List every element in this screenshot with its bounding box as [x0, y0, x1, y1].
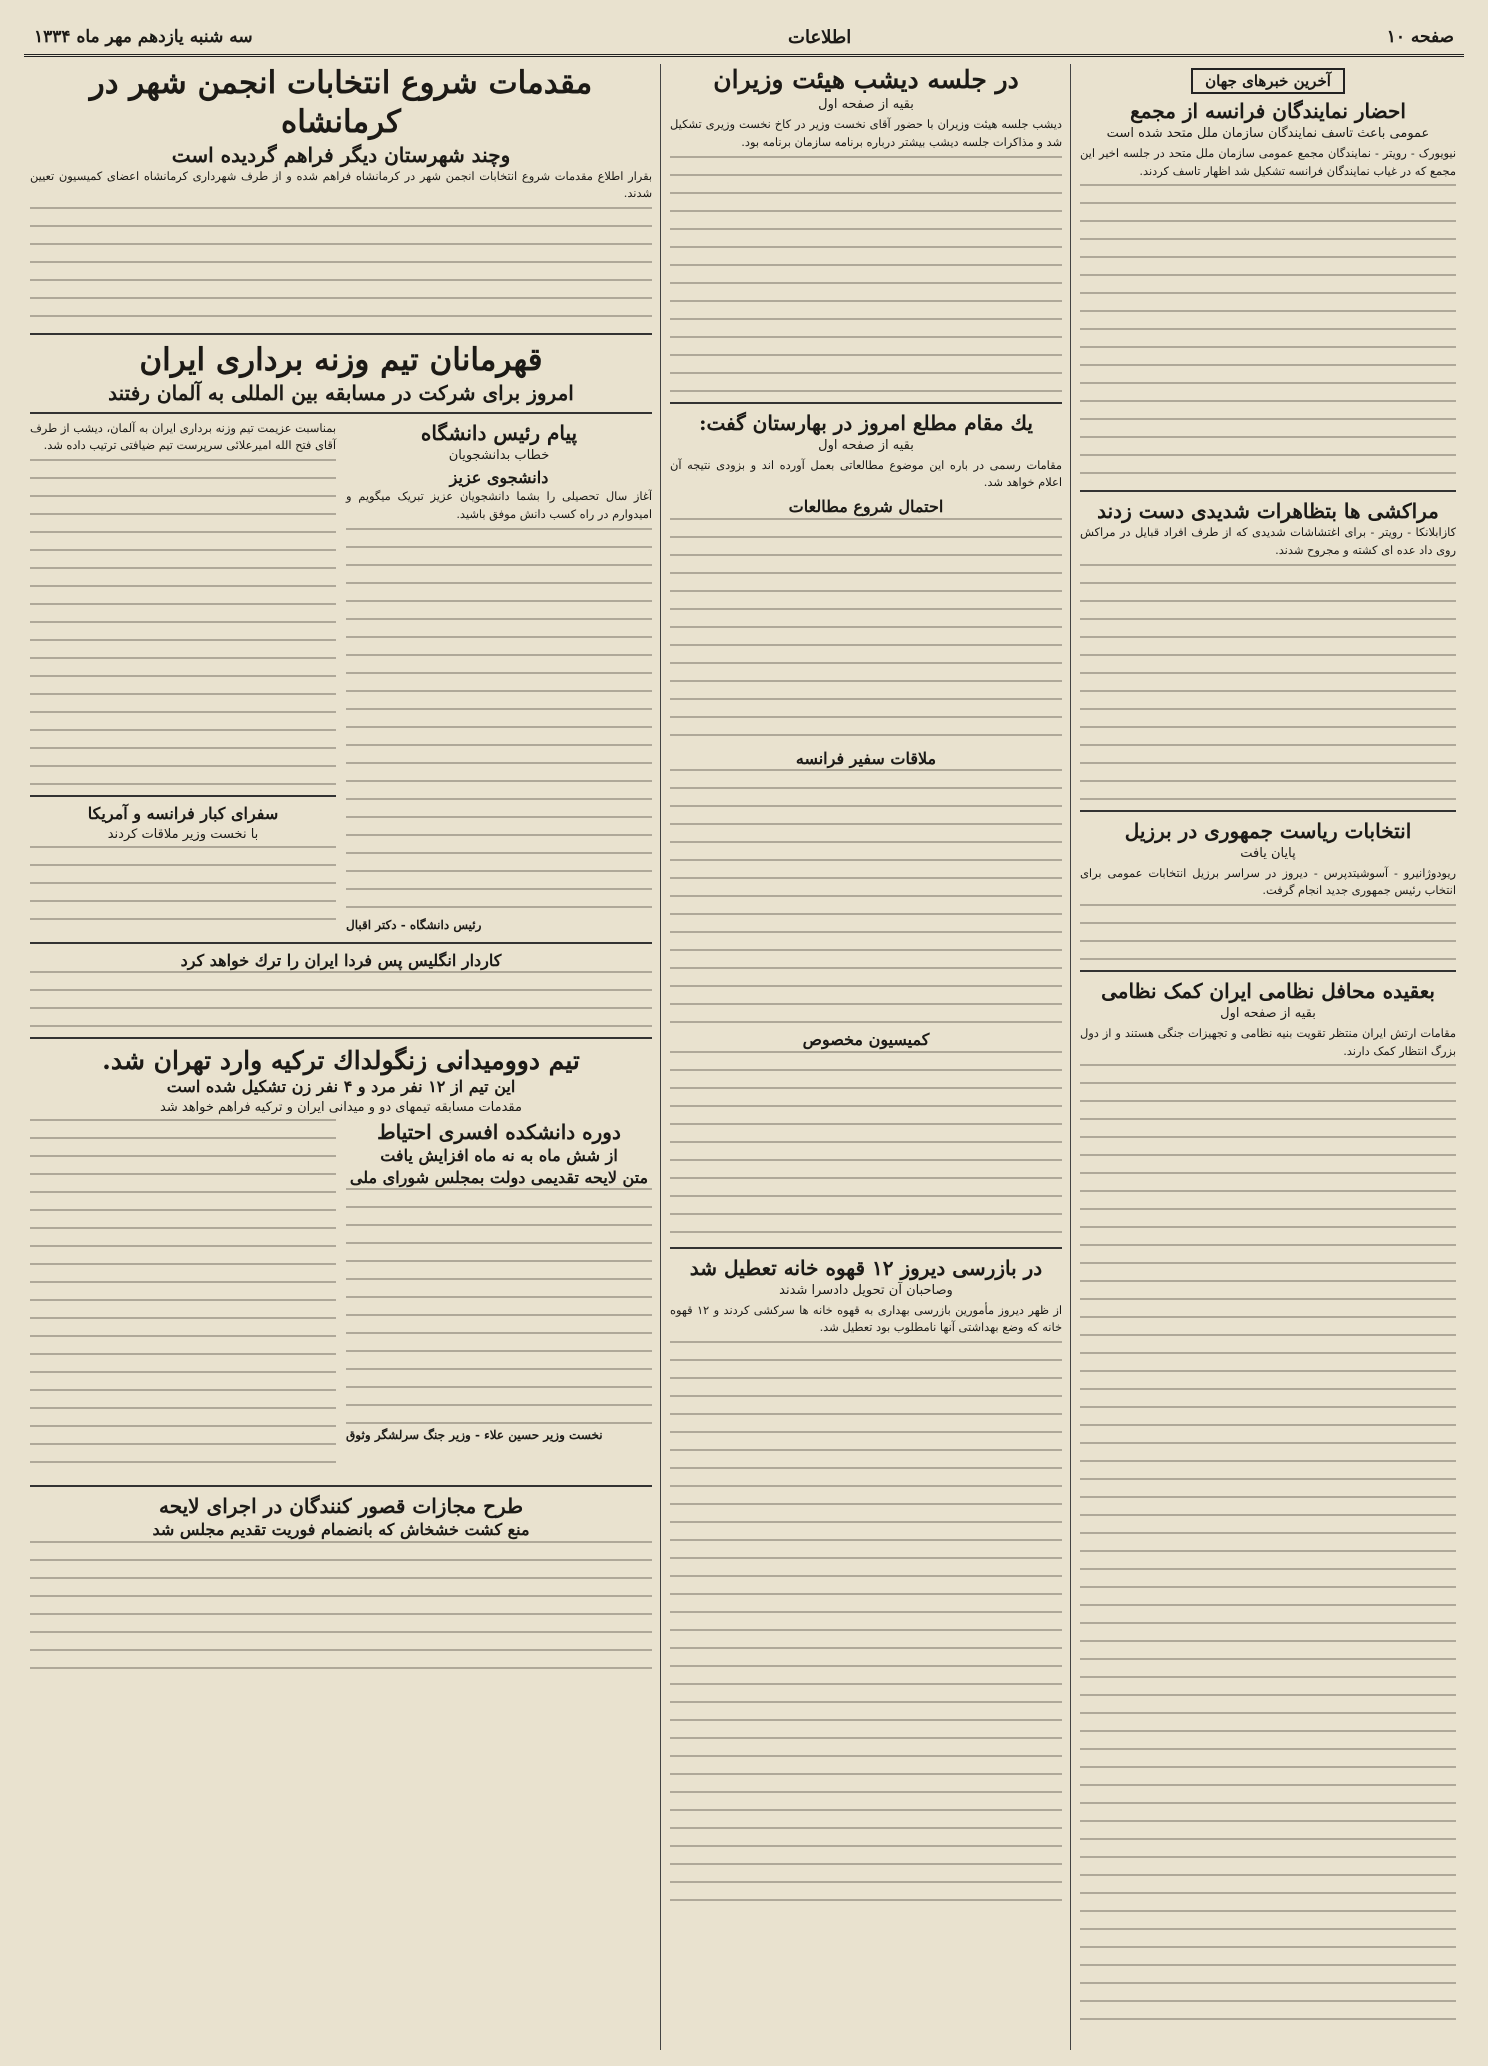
article-text-block: [670, 1051, 1062, 1241]
article-text-block: [346, 528, 652, 918]
body-france-un: نیویورک - رویتر - نمایندگان مجمع عمومی سازمان ملل متحد در جلسه اخیر این مجمع که در غیاب نمایندگان فرانسه تشکیل شد اظهار تاسف کردند.: [1080, 146, 1456, 178]
subhead-teahouses: وصاحبان آن تحویل دادسرا شدند: [779, 1282, 953, 1298]
body-university: آغاز سال تحصیلی را بشما دانشجویان عزیز تبریک میگویم و امیدوارم در راه کسب دانش موفق باشید.: [346, 489, 652, 521]
headline-university: پیام رئیس دانشگاه: [420, 420, 578, 445]
subhead-weightlifting: امروز برای شرکت در مسابقه بین المللی به آلمان رفتند: [108, 380, 574, 405]
headline-brazil: انتخابات ریاست جمهوری در برزیل: [1124, 818, 1412, 843]
paper-name: اطلاعات: [788, 26, 852, 48]
subheading-bill-text: متن لایحه تقدیمی دولت بمجلس شورای ملی: [349, 1167, 649, 1187]
subhead-cabinet: بقیه از صفحه اول: [818, 97, 914, 113]
article-text-block: [1080, 564, 1456, 804]
headline-officer-school: دوره دانشکده افسری احتیاط: [377, 1119, 621, 1144]
article-text-block: [670, 156, 1062, 396]
body-weightlifting: بمناسبت عزیمت تیم وزنه برداری ایران به آلمان، دیشب از طرف آقای فتح الله امیرعلائی سرپرست تیم ضیافتی ترتیب داده شد.: [30, 420, 336, 453]
subhead-kermanshah: وچند شهرستان دیگر فراهم گردیده است: [171, 142, 511, 167]
article-text-block: [346, 1188, 652, 1428]
subhead-brazil: پایان یافت: [1240, 845, 1296, 861]
article-text-block: [670, 769, 1062, 1029]
subheading-commission: کمیسیون مخصوص: [802, 1030, 930, 1050]
body-brazil: ریودوژانیرو - آسوشیتدپرس - دیروز در سراسر برزیل انتخابات عمومی برای انتخاب رئیس جمهوری جدید انجام گرفت.: [1080, 865, 1456, 898]
headline-ambassadors: سفرای کبار فرانسه و آمریکا: [87, 803, 279, 823]
subhead-turkish-team: این تیم از ۱۲ نفر مرد و ۴ نفر زن تشكیل شده است: [166, 1077, 516, 1097]
right-column: [1080, 64, 1456, 2050]
headline-british-charge: کاردار انگلیس پس فردا ایران را ترك خواهد كرد: [180, 950, 502, 970]
headline-kermanshah: مقدمات شروع انتخابات انجمن شهر در کرمانشاه: [89, 65, 593, 140]
university-signature: رئیس دانشگاه - دکتر اقبال: [346, 917, 482, 932]
article-text-block: [1080, 1064, 1456, 2024]
subhead-baharestan: بقیه از صفحه اول: [818, 437, 914, 453]
issue-date: سه شنبه یازدهم مهر ماه ۱۳۳۴: [34, 27, 253, 47]
subhead-officer-school: از شش ماه به نه ماه افزایش یافت: [380, 1145, 618, 1165]
body-cabinet: دیشب جلسه هیئت وزیران با حضور آقای نخست وزیر در کاخ نخست وزیری تشکیل شد و مذاکرات جلسه دیشب بیشتر درباره برنامه سازمان برنامه بود.: [670, 117, 1062, 149]
subhead-opium-bill: منع کشت خشخاش که بانضمام فوریت تقدیم مجلس شد: [152, 1519, 530, 1539]
subheading-dear-student: دانشجوی عزیز: [449, 467, 549, 487]
body-baharestan: مقامات رسمی در باره این موضوع مطالعاتی بعمل آورده اند و بزودی نتیجه آن اعلام خواهد شد.: [670, 457, 1062, 490]
subheading-studies: احتمال شروع مطالعات: [788, 496, 944, 516]
article-text-block: [670, 518, 1062, 748]
page-label: صفحه ۱۰: [1386, 27, 1454, 47]
subhead-france-un: عمومی باعث تاسف نمایندگان سازمان ملل متحد شده است: [1106, 126, 1430, 141]
left-column: [30, 64, 652, 2050]
bill-signature: نخست وزیر حسین علاء - وزیر جنگ سرلشگر وثوق: [346, 1428, 603, 1443]
subhead-ambassadors: با نخست وزیر ملاقات کردند: [107, 826, 259, 842]
middle-column: [670, 64, 1062, 2050]
article-text-block: [30, 1119, 336, 1479]
headline-military-aid: بعقیده محافل نظامی ایران کمک نظامی: [1101, 979, 1435, 1004]
subheading-ambassador: ملاقات سفیر فرانسه: [795, 748, 937, 768]
headline-turkish-team: تیم دوومیدانی زنگولداك تركیه وارد تهران شد.: [102, 1046, 580, 1076]
article-text-block: [30, 1541, 652, 1671]
headline-baharestan: یك مقام مطلع امروز در بهارستان گفت:: [699, 410, 1033, 435]
subhead-university: خطاب بدانشجویان: [448, 447, 550, 463]
headline-weightlifting: قهرمانان تیم وزنه برداری ایران: [139, 341, 543, 378]
body-morocco: کازابلانکا - رویتر - برای اغتشاشات شدیدی که از طرف افراد قبایل در مراکش روی داد عده ای کشته و مجروح شدند.: [1080, 525, 1456, 558]
body-kermanshah: بقرار اطلاع مقدمات شروع انتخابات انجمن شهر در کرمانشاه فراهم شده و از طرف شهرداری کرمانشاه اعضای کمیسیون تعیین شدند.: [30, 168, 652, 201]
headline-france-un: احضار نمایندگان فرانسه از مجمع: [1130, 99, 1406, 123]
article-text-block: [670, 1341, 1062, 1901]
article-text-block: [30, 846, 336, 936]
world-news-box: آخرین خبرهای جهان: [1191, 68, 1345, 94]
headline-morocco: مراکشی ها بتظاهرات شدیدی دست زدند: [1097, 499, 1439, 524]
article-text-block: [30, 459, 336, 789]
article-text-block: [30, 207, 652, 327]
masthead: [24, 20, 1464, 57]
headline-opium-bill: طرح مجازات قصور کنندگان در اجرای لایحه: [158, 1493, 524, 1518]
headline-teahouses: در بازرسی دیروز ۱۲ قهوه خانه تعطیل شد: [689, 1255, 1043, 1280]
subhead-military-aid: بقیه از صفحه اول: [1220, 1006, 1316, 1022]
body-teahouses: از ظهر دیروز مأمورین بازرسی بهداری به قهوه خانه ها سرکشی کردند و ۱۲ قهوه خانه که وضع بهداشتی آنها نامطلوب بود تعطیل شد.: [670, 1302, 1062, 1335]
article-text-block: [1080, 904, 1456, 964]
body-military-aid: مقامات ارتش ایران منتظر تقویت بنیه نظامی و تجهیزات جنگی هستند و از دول بزرگ انتظار کمک دارند.: [1080, 1026, 1456, 1058]
article-text-block: [1080, 184, 1456, 484]
article-text-block: [30, 971, 652, 1031]
subhead2-turkish-team: مقدمات مسابقه تیمهای دو و میدانی ایران و تركیه فراهم خواهد شد: [160, 1099, 522, 1115]
headline-cabinet: در جلسه دیشب هیئت وزیران: [713, 65, 1019, 94]
